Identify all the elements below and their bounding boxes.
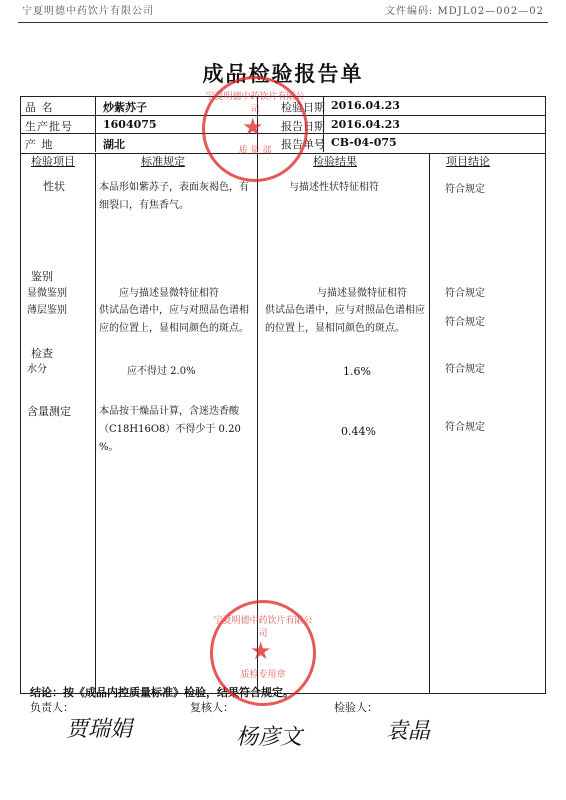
header-conclusion: 项目结论 [446, 155, 490, 168]
inspection-seal-stamp [210, 600, 316, 706]
standard-microscopic: 应与描述显微特征相符 [119, 288, 219, 299]
result-moisture: 1.6% [343, 365, 371, 378]
conclusion-tlc: 符合规定 [445, 317, 485, 328]
result-appearance: 与描述性状特征相符 [289, 182, 379, 193]
conclusion-assay: 符合规定 [445, 422, 485, 433]
standard-appearance: 本品形如紫苏子，表面灰褐色，有细裂口，有焦香气。 [99, 182, 249, 211]
batch-value: 1604075 [103, 118, 157, 131]
product-label: 品 名 [25, 101, 54, 114]
result-microscopic: 与描述显微特征相符 [317, 288, 407, 299]
company-header: 宁夏明德中药饮片有限公司 [22, 6, 154, 17]
stamp-bottom-text: 宁夏明德中药饮片有限公司 [213, 616, 313, 639]
origin-label: 产 地 [25, 138, 54, 151]
item-check: 检查 [31, 347, 53, 360]
stamp-star-icon: ★ [242, 113, 264, 141]
stamp-star-icon: ★ [250, 637, 272, 665]
conclusion-text: 结论：按《成品内控质量标准》检验，结果符合规定。 [30, 686, 294, 699]
stamp-top-text: 宁夏明德中药饮片有限公司 [205, 92, 305, 115]
reviewer-label: 复核人： [190, 701, 234, 714]
stamp-top-sub: 质 量 部 [238, 146, 272, 156]
item-tlc: 薄层鉴别 [27, 305, 67, 316]
responsible-signature: 贾瑞娟 [66, 717, 133, 742]
header-item: 检验项目 [31, 155, 75, 168]
responsible-label: 负责人： [30, 701, 74, 714]
product-value: 炒紫苏子 [103, 101, 147, 114]
item-microscopic: 显微鉴别 [27, 288, 67, 299]
report-no-value: CB-04-075 [331, 136, 397, 149]
standard-moisture: 应不得过 2.0% [127, 366, 196, 377]
result-assay: 0.44% [341, 425, 376, 438]
result-tlc: 供试品色谱中，应与对照品色谱相应的位置上，显相同颜色的斑点。 [265, 305, 425, 334]
inspect-date-value: 2016.04.23 [331, 99, 400, 112]
report-date-value: 2016.04.23 [331, 118, 400, 131]
report-no-label: 报告单号 [281, 138, 325, 151]
item-assay: 含量测定 [27, 405, 71, 418]
page-title: 成品检验报告单 [202, 61, 364, 86]
reviewer-signature: 杨彦文 [236, 725, 303, 750]
item-appearance: 性状 [43, 180, 65, 193]
inspector-label: 检验人： [334, 701, 378, 714]
origin-value: 湖北 [103, 138, 125, 151]
stamp-bottom-sub: 质检专用章 [240, 670, 286, 680]
item-moisture: 水分 [27, 364, 47, 375]
header-standard: 标准规定 [141, 155, 185, 168]
doc-number: 文件编码: MDJL02—002—02 [385, 6, 544, 17]
item-identification: 鉴别 [31, 270, 53, 283]
inspector-signature: 袁晶 [386, 719, 431, 744]
standard-tlc: 供试品色谱中，应与对照品色谱相应的位置上，显相同颜色的斑点。 [99, 305, 249, 334]
quality-department-stamp [202, 76, 308, 182]
batch-label: 生产批号 [25, 120, 73, 133]
standard-assay: 本品按干燥品计算，含迷迭香酸（C18H16O8）不得少于 0.20 %。 [99, 406, 241, 453]
conclusion-microscopic: 符合规定 [445, 288, 485, 299]
report-date-label: 报告日期 [281, 120, 325, 133]
inspect-date-label: 检验日期 [281, 101, 325, 114]
header-rule [18, 22, 548, 23]
header-result: 检验结果 [313, 155, 357, 168]
conclusion-appearance: 符合规定 [445, 184, 485, 195]
conclusion-moisture: 符合规定 [445, 364, 485, 375]
